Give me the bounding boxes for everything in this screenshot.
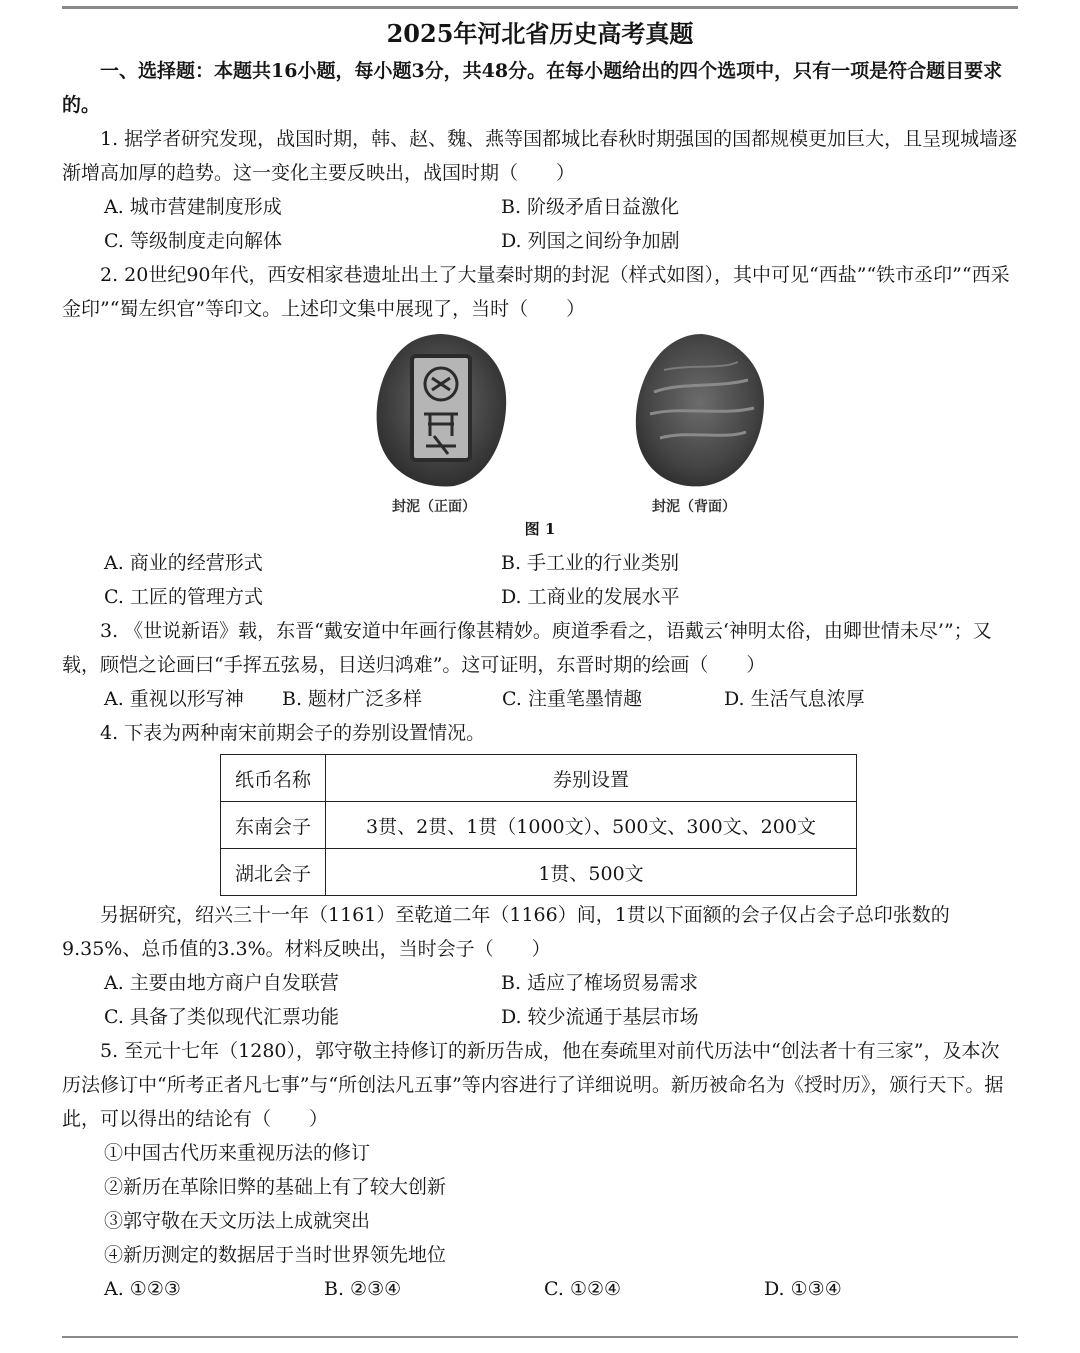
question-1-options — [62, 190, 1018, 258]
bottom-rule — [62, 1336, 1018, 1338]
question-2-option-a[interactable]: A. 商业的经营形式 — [104, 552, 263, 574]
question-4-options — [62, 966, 1018, 1034]
question-5-option-b[interactable]: B. ②③④ — [324, 1278, 402, 1300]
question-5-statements — [62, 1136, 1018, 1272]
question-1-option-b[interactable]: B. 阶级矛盾日益激化 — [501, 196, 680, 218]
banknote-table — [220, 754, 857, 896]
question-5-stem: 5. 至元十七年（1280），郭守敬主持修订的新历告成，他在奏疏里对前代历法中“创法者十有三家”，及本次历法修订中“所考正者凡七事”与“所创法凡五事”等内容进行了详细说明。新历被命名为《授时历》，颁行天下。据此，可以得出的结论有（ ） — [62, 1040, 1004, 1130]
seal-clay-front-image — [372, 330, 512, 490]
table-row — [221, 849, 857, 896]
table-cell: 湖北会子 — [221, 849, 326, 896]
question-4-followup: 另据研究，绍兴三十一年（1161）至乾道二年（1166）间，1贯以下面额的会子仅占会子总印张数的9.35%、总币值的3.3%。材料反映出，当时会子（ ） — [62, 904, 950, 960]
question-4-stem: 4. 下表为两种南宋前期会子的券别设置情况。 — [100, 722, 486, 744]
question-2-option-d[interactable]: D. 工商业的发展水平 — [501, 586, 680, 608]
table-cell: 3贯、2贯、1贯（1000文）、500文、300文、200文 — [326, 802, 857, 849]
question-3-option-a[interactable]: A. 重视以形写神 — [104, 688, 244, 710]
figure-1 — [62, 328, 1018, 546]
question-1-stem: 1. 据学者研究发现，战国时期，韩、赵、魏、燕等国都城比春秋时期强国的国都规模更加巨大，且呈现城墙逐渐增高加厚的趋势。这一变化主要反映出，战国时期（ ） — [62, 128, 1018, 184]
question-4-option-a[interactable]: A. 主要由地方商户自发联营 — [104, 972, 339, 994]
question-1-option-c[interactable]: C. 等级制度走向解体 — [104, 230, 282, 252]
table-row — [221, 802, 857, 849]
figure-label: 图 1 — [524, 520, 556, 538]
question-4-option-b[interactable]: B. 适应了榷场贸易需求 — [501, 972, 699, 994]
question-4-option-c[interactable]: C. 具备了类似现代汇票功能 — [104, 1006, 339, 1028]
question-1-option-d[interactable]: D. 列国之间纷争加剧 — [501, 230, 680, 252]
page-title: 2025年河北省历史高考真题 — [386, 19, 694, 48]
table-header-row — [221, 755, 857, 802]
question-5-option-a[interactable]: A. ①②③ — [104, 1278, 181, 1300]
question-3-option-c[interactable]: C. 注重笔墨情趣 — [502, 688, 642, 710]
question-1-option-a[interactable]: A. 城市营建制度形成 — [104, 196, 282, 218]
question-4-table-wrap — [62, 754, 1018, 896]
statement-item: ④新历测定的数据居于当时世界领先地位 — [104, 1244, 447, 1266]
question-3-option-d[interactable]: D. 生活气息浓厚 — [724, 688, 865, 710]
question-3-option-b[interactable]: B. 题材广泛多样 — [282, 688, 423, 710]
top-rule — [62, 6, 1018, 9]
question-4-option-d[interactable]: D. 较少流通于基层市场 — [501, 1006, 699, 1028]
question-2-options — [62, 546, 1018, 614]
exam-page — [62, 14, 1018, 1306]
table-header-cell: 券别设置 — [326, 755, 857, 802]
table-cell: 东南会子 — [221, 802, 326, 849]
statement-item: ③郭守敬在天文历法上成就突出 — [104, 1210, 371, 1232]
table-header-cell: 纸币名称 — [221, 755, 326, 802]
statement-item: ②新历在革除旧弊的基础上有了较大创新 — [104, 1176, 447, 1198]
section-instructions: 一、选择题：本题共16小题，每小题3分，共48分。在每小题给出的四个选项中，只有一项是符合题目要求的。 — [62, 60, 1003, 116]
question-3-stem: 3. 《世说新语》载，东晋“戴安道中年画行像甚精妙。庾道季看之，语戴云‘神明太俗，由卿世情未尽’”；又载，顾恺之论画曰“手挥五弦易，目送归鸿难”。这可证明，东晋时期的绘画（ ） — [62, 620, 992, 676]
question-3-options — [62, 682, 1018, 716]
question-2-stem: 2. 20世纪90年代，西安相家巷遗址出土了大量秦时期的封泥（样式如图），其中可见“西盐”“铁市丞印”“西采金印”“蜀左织官”等印文。上述印文集中展现了，当时（ ） — [62, 264, 1010, 320]
question-2-option-b[interactable]: B. 手工业的行业类别 — [501, 552, 680, 574]
question-2-option-c[interactable]: C. 工匠的管理方式 — [104, 586, 263, 608]
table-cell: 1贯、500文 — [326, 849, 857, 896]
question-5-options — [62, 1272, 1018, 1306]
seal-clay-back-image — [630, 330, 770, 490]
seal-back-caption: 封泥（背面） — [652, 499, 736, 515]
question-5-option-d[interactable]: D. ①③④ — [764, 1278, 842, 1300]
question-5-option-c[interactable]: C. ①②④ — [544, 1278, 622, 1300]
seal-front-caption: 封泥（正面） — [392, 499, 476, 515]
statement-item: ①中国古代历来重视历法的修订 — [104, 1142, 371, 1164]
